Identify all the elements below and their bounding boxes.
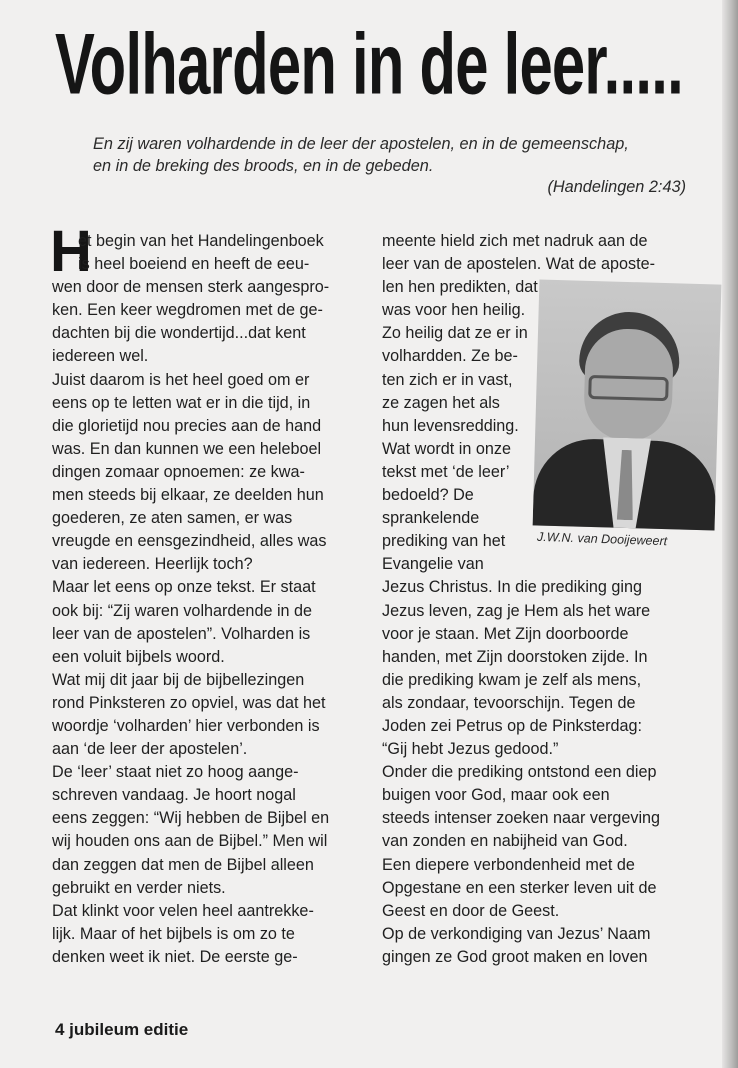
left-column bbox=[52, 230, 329, 969]
text-line: goederen, ze aten samen, er was bbox=[52, 509, 293, 528]
text-line: iedereen wel. bbox=[52, 347, 149, 366]
text-line: denken weet ik niet. De eerste ge- bbox=[52, 947, 298, 966]
text-line: Jezus leven, zag je Hem als het ware bbox=[382, 601, 651, 620]
text-line: eens zeggen: “Wij hebben de Bijbel en bbox=[52, 809, 330, 828]
text-line: Juist daarom is het heel goed om er bbox=[52, 370, 310, 389]
text-line: woordje ‘volharden’ hier verbonden is bbox=[52, 716, 320, 735]
text-line: schreven vandaag. Je hoort nogal bbox=[52, 786, 296, 805]
author-photo bbox=[533, 280, 722, 531]
text-line: tekst met ‘de leer’ bbox=[382, 462, 510, 481]
text-line: hun levensredding. bbox=[382, 416, 519, 435]
text-line: wen door de mensen sterk aangespro- bbox=[52, 278, 330, 297]
quote-line: en in de breking des broods, en in de gebeden. bbox=[93, 157, 434, 175]
page-edge-shadow bbox=[722, 0, 738, 1068]
photo-glasses bbox=[588, 375, 669, 401]
text-line: Zo heilig dat ze er in bbox=[382, 324, 528, 343]
text-line: Onder die prediking ontstond een diep bbox=[382, 763, 657, 782]
text-line: dingen zomaar opnoemen: ze kwa- bbox=[52, 462, 305, 481]
article-title: Volharden in de leer..... bbox=[55, 16, 683, 113]
text-line: gingen ze God groot maken en loven bbox=[382, 947, 648, 966]
text-line: Opgestane en een sterker leven uit de bbox=[382, 878, 657, 897]
text-line: Maar let eens op onze tekst. Er staat bbox=[52, 578, 316, 597]
text-line: een voluit bijbels woord. bbox=[52, 647, 225, 666]
text-line: dan zeggen dat men de Bijbel alleen bbox=[52, 855, 314, 874]
text-line: Wat wordt in onze bbox=[382, 439, 511, 458]
text-line: men steeds bij elkaar, ze deelden hun bbox=[52, 486, 324, 505]
text-line: buigen voor God, maar ook een bbox=[382, 786, 610, 805]
text-line: van zonden en nabijheid van God. bbox=[382, 832, 628, 851]
text-line: steeds intenser zoeken naar vergeving bbox=[382, 809, 661, 828]
text-line: als zondaar, tevoorschijn. Tegen de bbox=[382, 693, 636, 712]
text-line: is heel boeiend en heeft de eeu- bbox=[78, 255, 310, 274]
drop-cap: H bbox=[50, 219, 92, 284]
text-line: Op de verkondiging van Jezus’ Naam bbox=[382, 924, 651, 943]
text-line: was voor hen heilig. bbox=[382, 301, 526, 320]
text-line: die glorietijd nou precies aan de hand bbox=[52, 416, 322, 435]
text-line: volhardden. Ze be- bbox=[382, 347, 518, 366]
text-line: voor je staan. Met Zijn doorboorde bbox=[382, 624, 629, 643]
text-line: die prediking kwam je zelf als mens, bbox=[382, 670, 642, 689]
text-line: dachten bij die wondertijd...dat kent bbox=[52, 324, 306, 343]
text-line: bedoeld? De bbox=[382, 486, 474, 505]
text-line: Geest en door de Geest. bbox=[382, 901, 560, 920]
text-line: van iedereen. Heerlijk toch? bbox=[52, 555, 253, 574]
text-line: prediking van het bbox=[382, 532, 506, 551]
text-line: ook bij: “Zij waren volhardende in de bbox=[52, 601, 313, 620]
text-line: Jezus Christus. In die prediking ging bbox=[382, 578, 643, 597]
text-line: leer van de apostelen. Wat de aposte- bbox=[382, 255, 655, 274]
text-line: len hen predikten, dat bbox=[382, 278, 538, 297]
text-line: Wat mij dit jaar bij de bijbellezingen bbox=[52, 670, 305, 689]
text-line: meente hield zich met nadruk aan de bbox=[382, 232, 648, 250]
photo-caption: J.W.N. van Dooijeweert bbox=[536, 529, 668, 549]
scripture-quote bbox=[93, 133, 629, 177]
text-line: rond Pinksteren zo opviel, was dat het bbox=[52, 693, 326, 712]
text-line: Joden zei Petrus op de Pinksterdag: bbox=[382, 716, 643, 735]
text-line: De ‘leer’ staat niet zo hoog aange- bbox=[52, 763, 299, 782]
text-line: eens op te letten wat er in die tijd, in bbox=[52, 393, 311, 412]
text-line: Evangelie van bbox=[382, 555, 484, 574]
text-line: lijk. Maar of het bijbels is om zo te bbox=[52, 924, 295, 943]
text-line: wij houden ons aan de Bijbel.” Men wil bbox=[52, 832, 328, 851]
quote-line: En zij waren volhardende in de leer der apostelen, en in de gemeenschap, bbox=[93, 135, 629, 153]
text-line: handen, met Zijn doorstoken zijde. In bbox=[382, 647, 648, 666]
page-footer: 4 jubileum editie bbox=[55, 1020, 189, 1039]
scripture-reference: (Handelingen 2:43) bbox=[547, 178, 686, 196]
text-line: Dat klinkt voor velen heel aantrekke- bbox=[52, 901, 314, 920]
text-line: et begin van het Handelingenboek bbox=[78, 232, 324, 250]
text-line: gebruikt en verder niets. bbox=[52, 878, 226, 897]
text-line: “Gij hebt Jezus gedood.” bbox=[382, 740, 559, 759]
text-line: was. En dan kunnen we een heleboel bbox=[52, 439, 322, 458]
text-line: aan ‘de leer der apostelen’. bbox=[52, 740, 248, 759]
text-line: ten zich er in vast, bbox=[382, 370, 513, 389]
text-line: vreugde en eensgezindheid, alles was bbox=[52, 532, 327, 551]
text-line: Een diepere verbondenheid met de bbox=[382, 855, 635, 874]
text-line: ken. Een keer wegdromen met de ge- bbox=[52, 301, 323, 320]
text-line: sprankelende bbox=[382, 509, 480, 528]
text-line: ze zagen het als bbox=[382, 393, 500, 412]
text-line: leer van de apostelen”. Volharden is bbox=[52, 624, 311, 643]
